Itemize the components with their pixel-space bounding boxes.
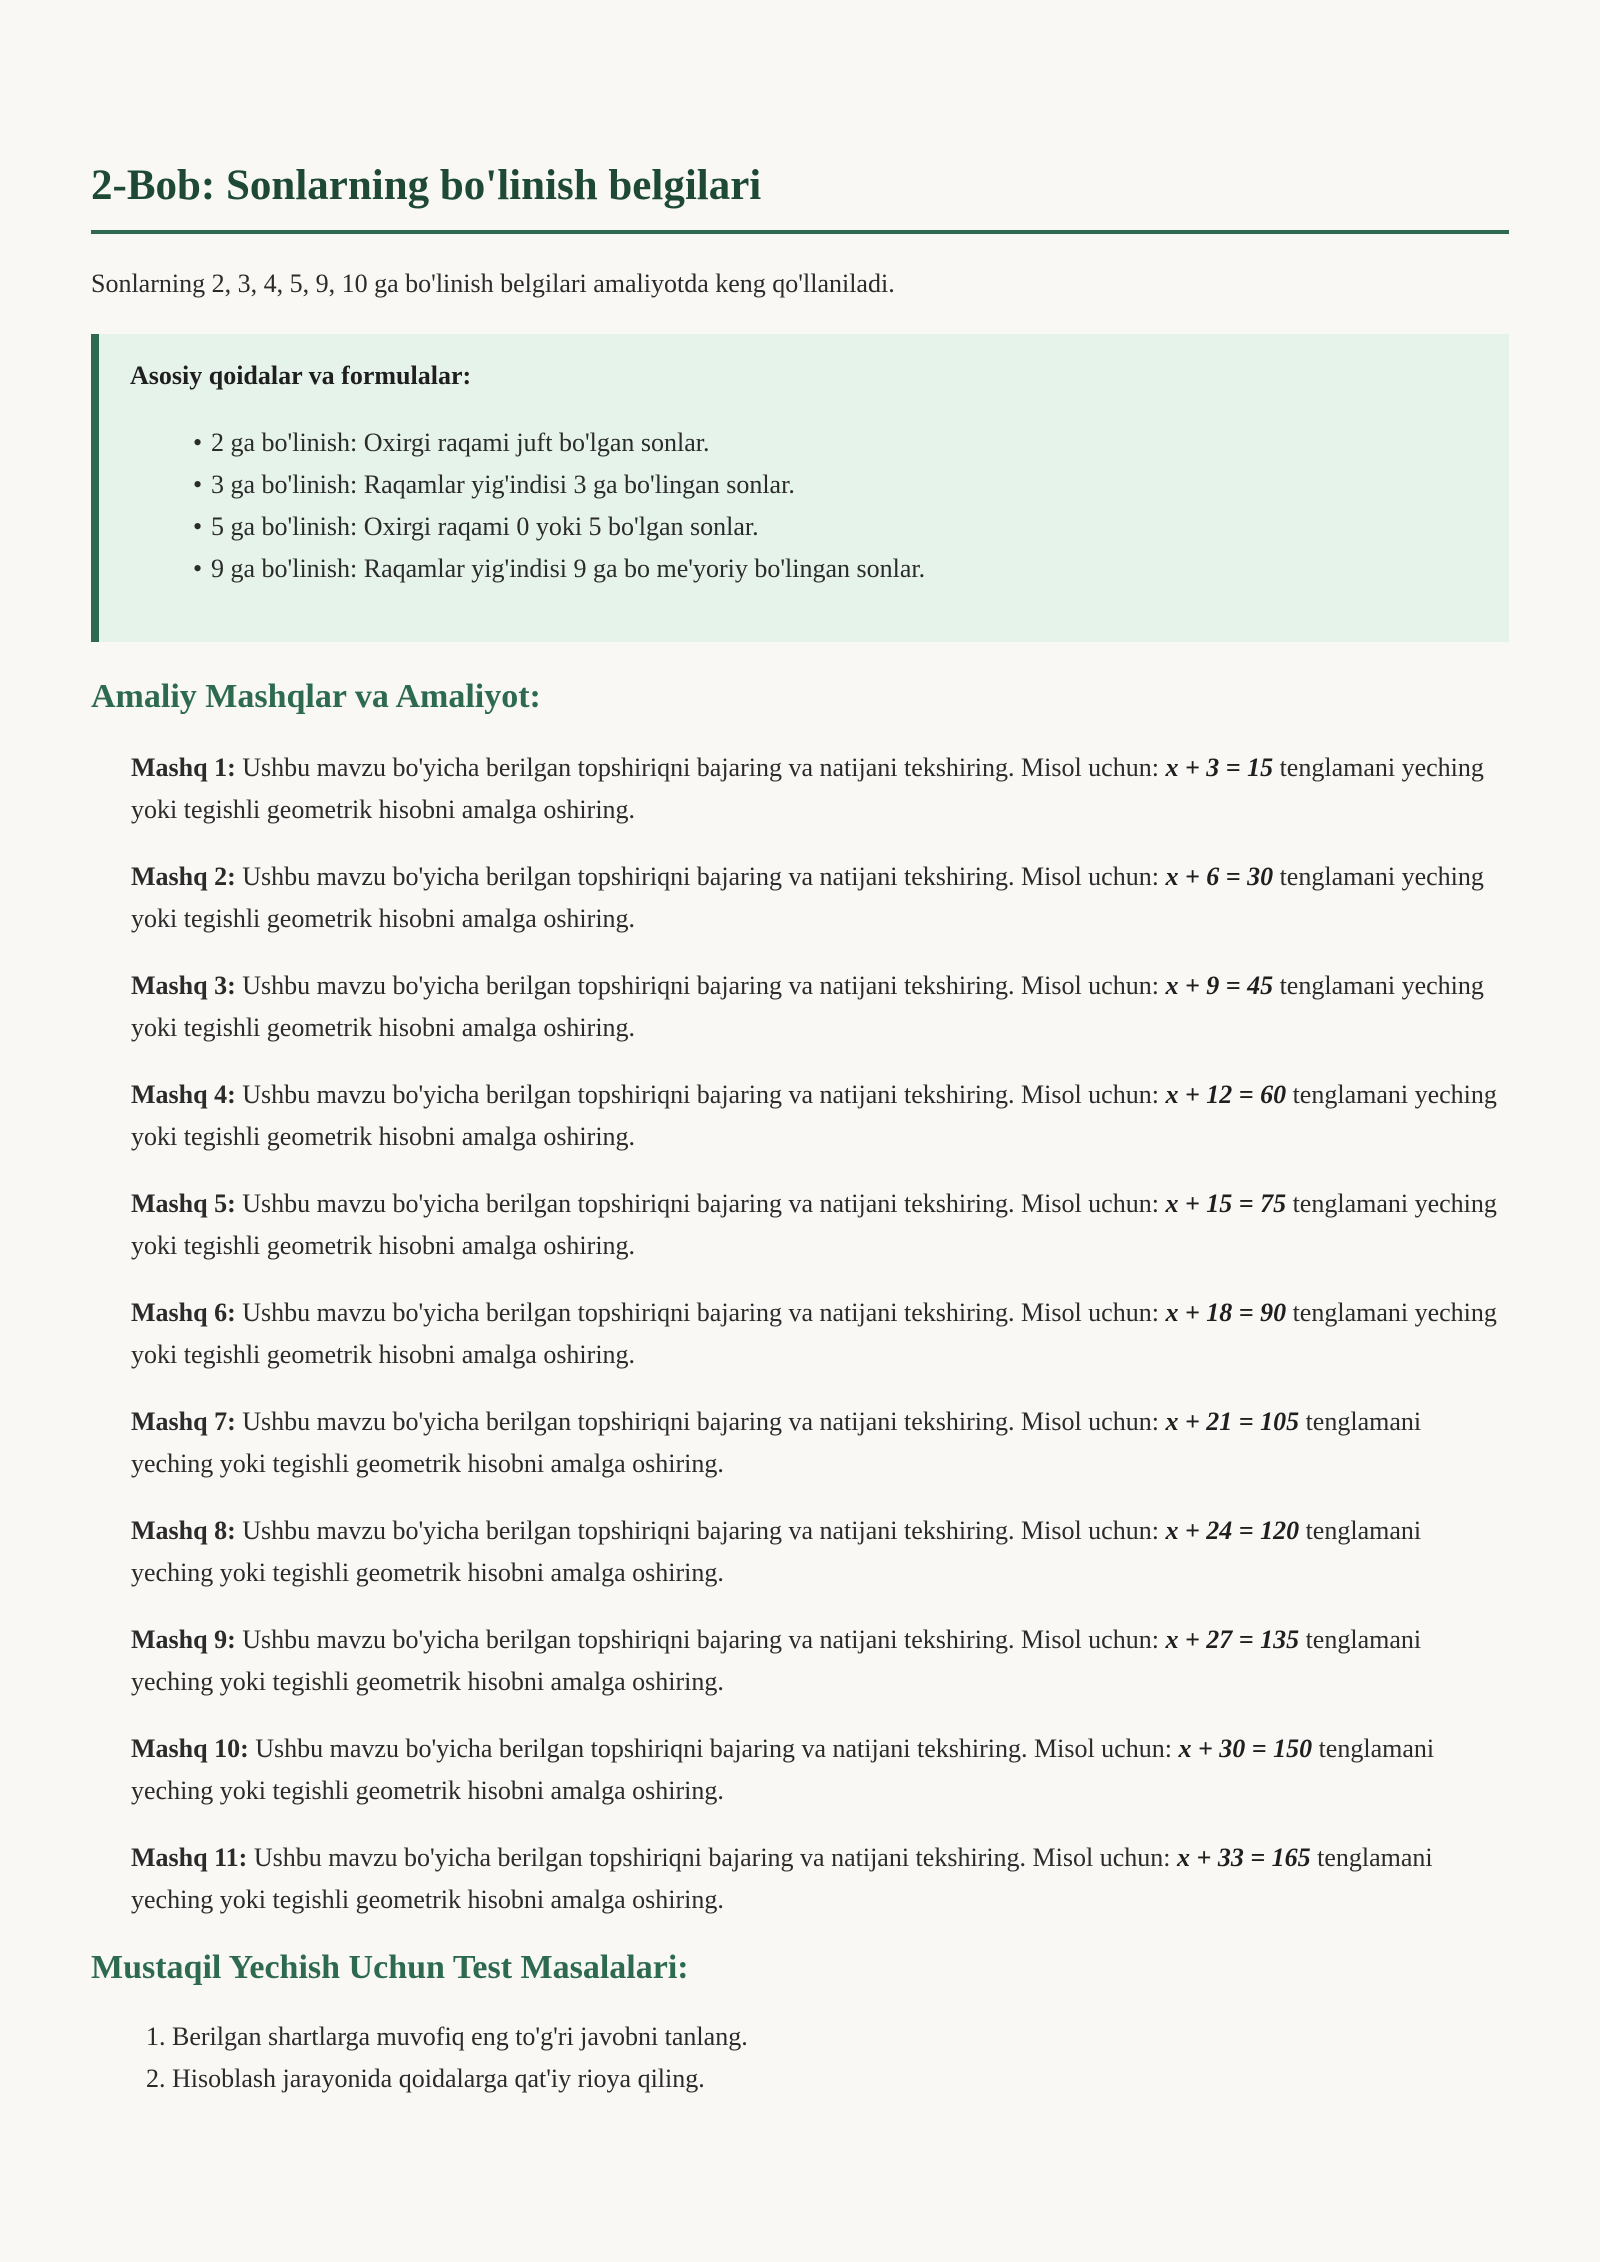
chapter-intro: Sonlarning 2, 3, 4, 5, 9, 10 ga bo'linish belgilari amaliyotda keng qo'llaniladi. xyxy=(91,269,895,298)
exercise-label: Mashq 5: xyxy=(131,1189,236,1218)
exercise-formula: x + 6 = 30 xyxy=(1165,862,1274,891)
exercise-label: Mashq 11: xyxy=(131,1843,248,1872)
exercise-label: Mashq 1: xyxy=(131,753,236,782)
exercise-text-before: Ushbu mavzu bo'yicha berilgan topshiriqni bajaring va natijani tekshiring. Misol uchun: xyxy=(242,1298,1159,1327)
exercise-label: Mashq 10: xyxy=(131,1734,249,1763)
exercise-text-after: tenglamani yeching yoki tegishli geometrik hisobni amalga oshiring. xyxy=(131,1516,1422,1587)
rule-item xyxy=(193,506,1479,548)
exercise-formula: x + 24 = 120 xyxy=(1165,1516,1300,1545)
exercise-text-after: tenglamani yeching yoki tegishli geometrik hisobni amalga oshiring. xyxy=(131,1625,1422,1696)
exercise-formula: x + 18 = 90 xyxy=(1165,1298,1287,1327)
exercise-item xyxy=(131,1837,1509,1921)
exercise-label: Mashq 3: xyxy=(131,971,236,1000)
exercise-list xyxy=(91,747,1509,1921)
exercise-text-before: Ushbu mavzu bo'yicha berilgan topshiriqni bajaring va natijani tekshiring. Misol uchun: xyxy=(242,1516,1159,1545)
exercise-formula: x + 15 = 75 xyxy=(1165,1189,1287,1218)
exercise-item xyxy=(131,1728,1509,1812)
exercise-formula: x + 9 = 45 xyxy=(1165,971,1274,1000)
test-item: 1. Berilgan shartlarga muvofiq eng to'g'ri javobni tanlang. xyxy=(172,2016,1509,2058)
exercise-text-after: tenglamani yeching yoki tegishli geometrik hisobni amalga oshiring. xyxy=(131,1407,1422,1478)
rule-text: 3 ga bo'linish: Raqamlar yig'indisi 3 ga bo'lingan sonlar. xyxy=(211,470,795,499)
exercise-text-before: Ushbu mavzu bo'yicha berilgan topshiriqni bajaring va natijani tekshiring. Misol uchun: xyxy=(242,1189,1159,1218)
test-item: 2. Hisoblash jarayonida qoidalarga qat'iy rioya qiling. xyxy=(172,2058,1509,2100)
chapter-title: 2-Bob: Sonlarning bo'linish belgilari xyxy=(91,0,1509,234)
exercise-text-after: tenglamani yeching yoki tegishli geometrik hisobni amalga oshiring. xyxy=(131,753,1484,824)
exercise-text-after: tenglamani yeching yoki tegishli geometrik hisobni amalga oshiring. xyxy=(131,1734,1435,1805)
test-list xyxy=(91,2016,1509,2100)
exercise-label: Mashq 6: xyxy=(131,1298,236,1327)
exercise-item xyxy=(131,965,1509,1049)
exercise-text-after: tenglamani yeching yoki tegishli geometrik hisobni amalga oshiring. xyxy=(131,862,1484,933)
document-page xyxy=(91,0,1509,2100)
rule-item xyxy=(193,464,1479,506)
rules-title: Asosiy qoidalar va formulalar: xyxy=(130,361,472,390)
exercise-item xyxy=(131,1510,1509,1594)
exercise-item xyxy=(131,747,1509,831)
exercise-text-after: tenglamani yeching yoki tegishli geometrik hisobni amalga oshiring. xyxy=(131,1298,1497,1369)
exercise-formula: x + 3 = 15 xyxy=(1165,753,1274,782)
exercise-item xyxy=(131,1074,1509,1158)
exercise-text-before: Ushbu mavzu bo'yicha berilgan topshiriqni bajaring va natijani tekshiring. Misol uchun: xyxy=(242,1080,1159,1109)
exercise-label: Mashq 7: xyxy=(131,1407,236,1436)
exercise-label: Mashq 8: xyxy=(131,1516,236,1545)
exercise-text-before: Ushbu mavzu bo'yicha berilgan topshiriqni bajaring va natijani tekshiring. Misol uchun: xyxy=(242,971,1159,1000)
practice-heading: Amaliy Mashqlar va Amaliyot: xyxy=(91,678,541,715)
exercise-label: Mashq 4: xyxy=(131,1080,236,1109)
exercise-item xyxy=(131,1183,1509,1267)
exercise-text-after: tenglamani yeching yoki tegishli geometrik hisobni amalga oshiring. xyxy=(131,1843,1433,1914)
exercise-text-before: Ushbu mavzu bo'yicha berilgan topshiriqni bajaring va natijani tekshiring. Misol uchun: xyxy=(242,862,1159,891)
rule-text: 9 ga bo'linish: Raqamlar yig'indisi 9 ga bo me'yoriy bo'lingan sonlar. xyxy=(211,554,926,583)
exercise-text-after: tenglamani yeching yoki tegishli geometrik hisobni amalga oshiring. xyxy=(131,971,1484,1042)
bullet-icon: • xyxy=(193,554,203,583)
exercise-text-before: Ushbu mavzu bo'yicha berilgan topshiriqni bajaring va natijani tekshiring. Misol uchun: xyxy=(255,1734,1172,1763)
exercise-item xyxy=(131,1401,1509,1485)
exercise-text-before: Ushbu mavzu bo'yicha berilgan topshiriqni bajaring va natijani tekshiring. Misol uchun: xyxy=(242,1407,1159,1436)
exercise-formula: x + 12 = 60 xyxy=(1165,1080,1287,1109)
bullet-icon: • xyxy=(193,428,203,457)
exercise-label: Mashq 9: xyxy=(131,1625,236,1654)
exercise-label: Mashq 2: xyxy=(131,862,236,891)
exercise-text-before: Ushbu mavzu bo'yicha berilgan topshiriqni bajaring va natijani tekshiring. Misol uchun: xyxy=(253,1843,1171,1872)
exercise-formula: x + 33 = 165 xyxy=(1177,1843,1311,1872)
exercise-item xyxy=(131,856,1509,940)
bullet-icon: • xyxy=(193,512,203,541)
exercise-item xyxy=(131,1619,1509,1703)
rules-box xyxy=(91,334,1509,642)
exercise-formula: x + 27 = 135 xyxy=(1165,1625,1300,1654)
rules-list xyxy=(130,422,1479,590)
rule-text: 5 ga bo'linish: Oxirgi raqami 0 yoki 5 bo'lgan sonlar. xyxy=(211,512,759,541)
exercise-text-before: Ushbu mavzu bo'yicha berilgan topshiriqni bajaring va natijani tekshiring. Misol uchun: xyxy=(242,1625,1159,1654)
test-heading: Mustaqil Yechish Uchun Test Masalalari: xyxy=(91,1949,689,1986)
exercise-formula: x + 30 = 150 xyxy=(1178,1734,1313,1763)
rule-item xyxy=(193,422,1479,464)
exercise-formula: x + 21 = 105 xyxy=(1165,1407,1300,1436)
exercise-item xyxy=(131,1292,1509,1376)
exercise-text-before: Ushbu mavzu bo'yicha berilgan topshiriqni bajaring va natijani tekshiring. Misol uchun: xyxy=(242,753,1159,782)
rule-text: 2 ga bo'linish: Oxirgi raqami juft bo'lgan sonlar. xyxy=(211,428,710,457)
rule-item xyxy=(193,548,1479,590)
bullet-icon: • xyxy=(193,470,203,499)
exercise-text-after: tenglamani yeching yoki tegishli geometrik hisobni amalga oshiring. xyxy=(131,1080,1497,1151)
exercise-text-after: tenglamani yeching yoki tegishli geometrik hisobni amalga oshiring. xyxy=(131,1189,1497,1260)
